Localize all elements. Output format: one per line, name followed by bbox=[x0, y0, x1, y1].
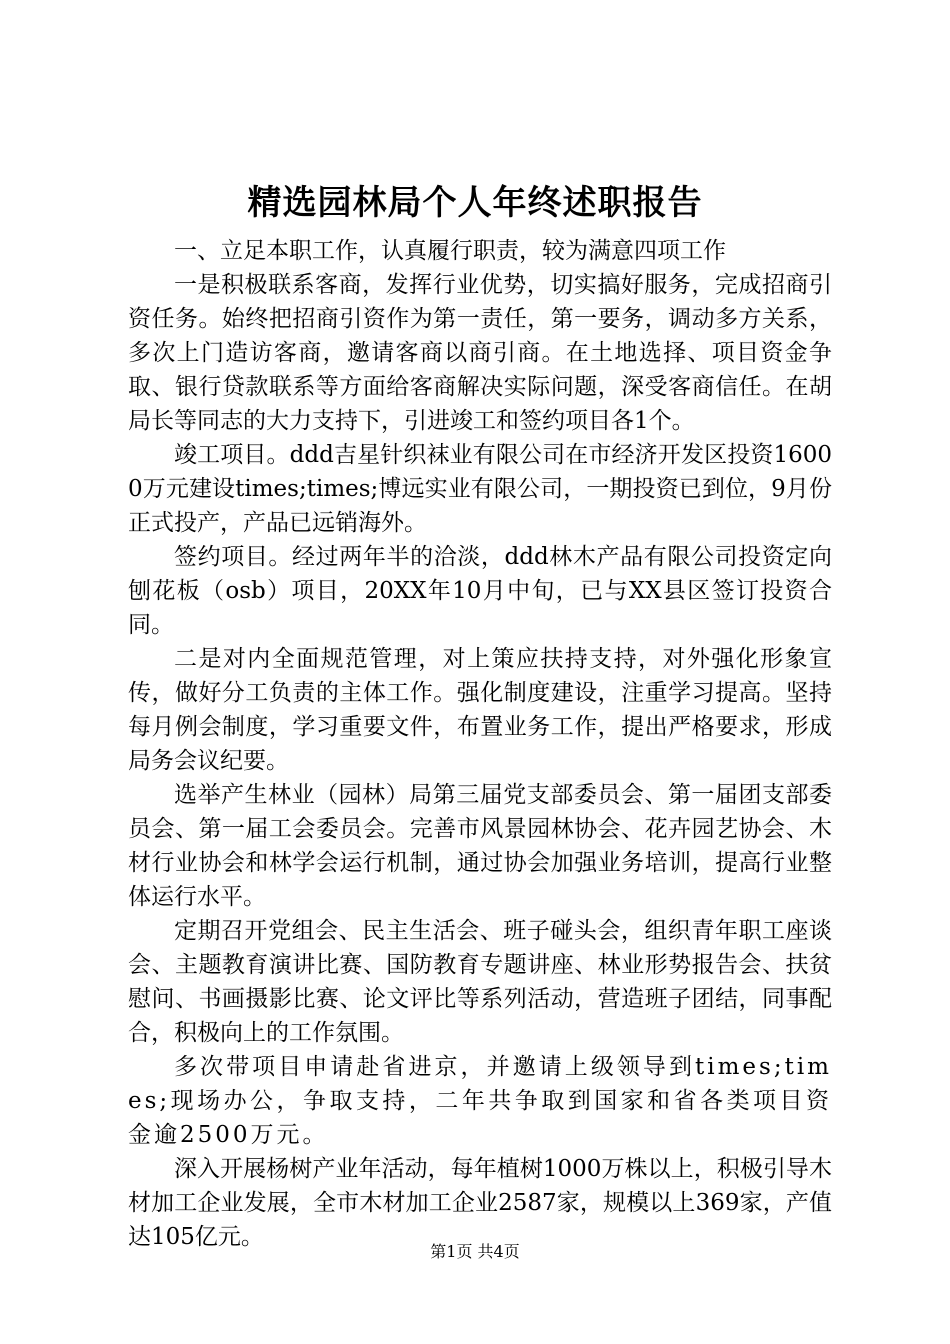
paragraph: 多次带项目申请赴省进京，并邀请上级领导到times;times;现场办公，争取支持，二年共争取到国家和省各类项目资金逾2500万元。 bbox=[128, 1054, 832, 1148]
page-footer: 第1页 共4页 bbox=[430, 1242, 520, 1261]
paragraph: 选举产生林业（园林）局第三届党支部委员会、第一届团支部委员会、第一届工会委员会。完善市风景园林协会、花卉园艺协会、木材行业协会和林学会运行机制，通过协会加强业务培训，提高行业整体运行水平。 bbox=[128, 782, 832, 910]
document-body bbox=[128, 234, 832, 1254]
paragraph: 深入开展杨树产业年活动，每年植树1000万株以上，积极引导木材加工企业发展，全市木材加工企业2587家，规模以上369家，产值达105亿元。 bbox=[128, 1156, 832, 1250]
paragraph: 签约项目。经过两年半的洽淡，ddd林木产品有限公司投资定向刨花板（osb）项目，20XX年10月中旬，已与XX县区签订投资合同。 bbox=[128, 544, 832, 638]
paragraph: 一是积极联系客商，发挥行业优势，切实搞好服务，完成招商引资任务。始终把招商引资作为第一责任，第一要务，调动多方关系，多次上门造访客商，邀请客商以商引商。在土地选择、项目资金争取、银行贷款联系等方面给客商解决实际问题，深受客商信任。在胡局长等同志的大力支持下，引进竣工和签约项目各1个。 bbox=[128, 272, 832, 434]
paragraph: 定期召开党组会、民主生活会、班子碰头会，组织青年职工座谈会、主题教育演讲比赛、国防教育专题讲座、林业形势报告会、扶贫慰问、书画摄影比赛、论文评比等系列活动，营造班子团结，同事配合，积极向上的工作氛围。 bbox=[128, 918, 832, 1046]
document-title: 精选园林局个人年终述职报告 bbox=[247, 183, 703, 223]
paragraph: 二是对内全面规范管理，对上策应扶持支持，对外强化形象宣传，做好分工负责的主体工作。强化制度建设，注重学习提高。坚持每月例会制度，学习重要文件，布置业务工作，提出严格要求，形成局务会议纪要。 bbox=[128, 646, 832, 774]
section-heading: 一、立足本职工作，认真履行职责，较为满意四项工作 bbox=[174, 238, 726, 264]
paragraph: 竣工项目。ddd吉星针织袜业有限公司在市经济开发区投资16000万元建设times;times;博远实业有限公司，一期投资已到位，9月份正式投产，产品已远销海外。 bbox=[128, 442, 832, 536]
